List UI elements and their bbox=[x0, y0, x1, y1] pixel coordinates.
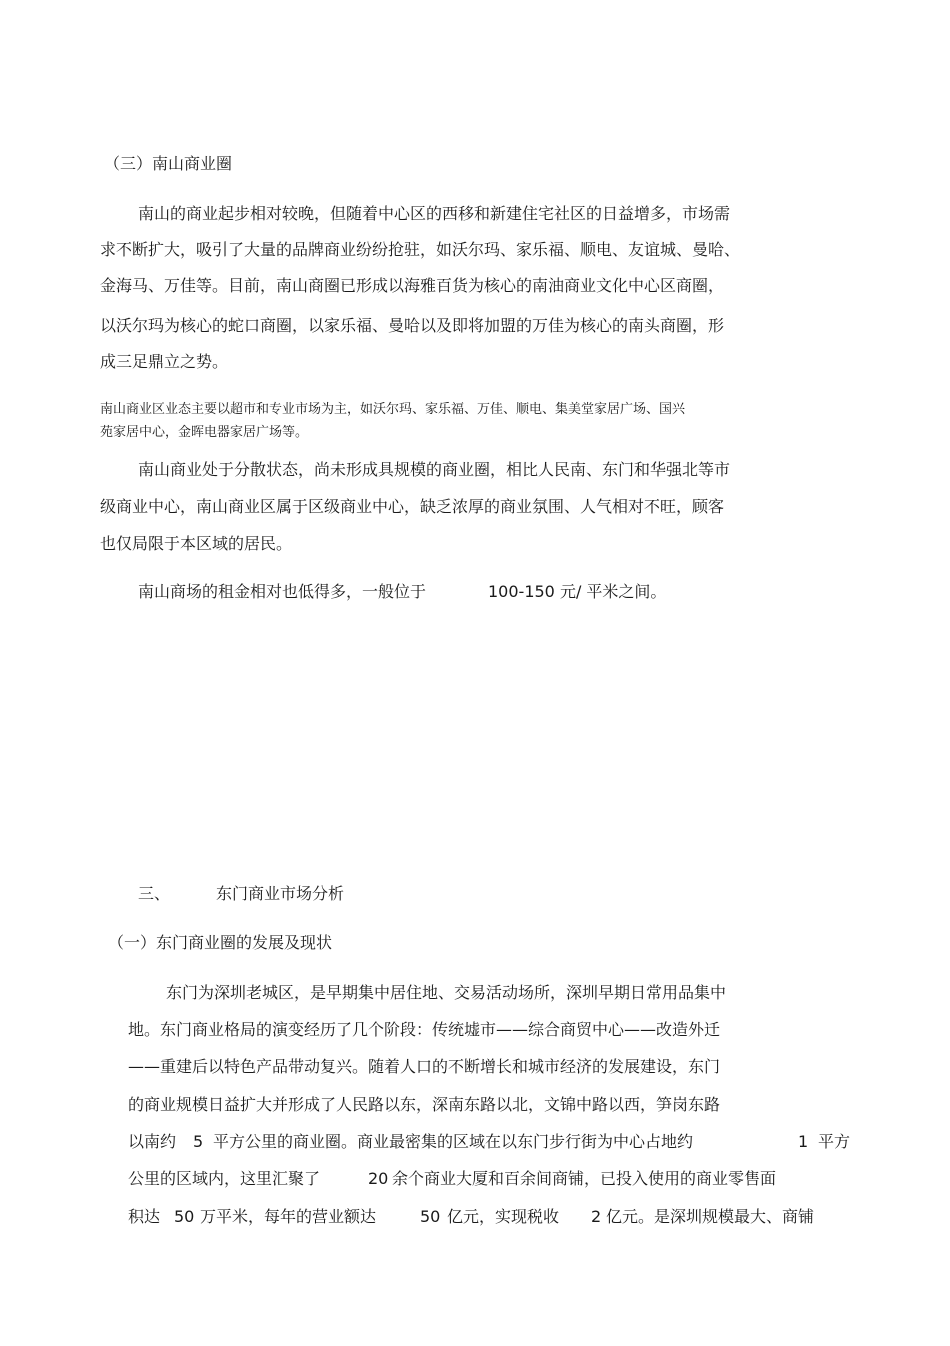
paragraph-line: 南山的商业起步相对较晚，但随着中心区的西移和新建住宅社区的日益增多，市场需 bbox=[138, 204, 731, 223]
paragraph-line: 东门为深圳老城区，是早期集中居住地、交易活动场所，深圳早期日常用品集中 bbox=[166, 983, 727, 1002]
paragraph-line: 成三足鼎立之势。 bbox=[100, 352, 229, 371]
section-title-dongmen: 东门商业市场分析 bbox=[216, 884, 345, 903]
paragraph-line: 南山商业处于分散状态，尚未形成具规模的商业圈，相比人民南、东门和华强北等市 bbox=[138, 460, 731, 479]
note-line: 南山商业区业态主要以超市和专业市场为主，如沃尔玛、家乐福、万佳、顺电、集美堂家居广场、国兴 bbox=[100, 402, 686, 417]
number-value: 50 bbox=[174, 1207, 195, 1226]
note-line: 苑家居中心，金晖电器家居广场等。 bbox=[100, 425, 309, 440]
rent-prefix: 南山商场的租金相对也低得多，一般位于 bbox=[138, 582, 427, 601]
number-value: 2 bbox=[591, 1207, 602, 1226]
paragraph-segment: 平方公里的商业圈。商业最密集的区域在以东门步行街为中心占地约 bbox=[213, 1132, 694, 1151]
paragraph-segment: 余个商业大厦和百余间商铺，已投入使用的商业零售面 bbox=[392, 1169, 777, 1188]
subsection-heading: （一）东门商业圈的发展及现状 bbox=[108, 933, 333, 952]
number-value: 5 bbox=[193, 1132, 204, 1151]
number-value: 50 bbox=[420, 1207, 441, 1226]
paragraph-line: 地。东门商业格局的演变经历了几个阶段：传统墟市——综合商贸中心——改造外迁 bbox=[128, 1020, 721, 1039]
rent-range: 100-150 元/ 平米之间。 bbox=[488, 582, 667, 601]
paragraph-segment: 以南约 bbox=[128, 1132, 177, 1151]
section-number: 三、 bbox=[138, 884, 171, 903]
number-value: 20 bbox=[368, 1169, 389, 1188]
paragraph-segment: 公里的区域内，这里汇聚了 bbox=[128, 1169, 321, 1188]
paragraph-line: 的商业规模日益扩大并形成了人民路以东，深南东路以北，文锦中路以西，笋岗东路 bbox=[128, 1095, 721, 1114]
paragraph-line: 求不断扩大，吸引了大量的品牌商业纷纷抢驻，如沃尔玛、家乐福、顺电、友谊城、曼哈、 bbox=[100, 240, 741, 259]
paragraph-line: 金海马、万佳等。目前，南山商圈已形成以海雅百货为核心的南油商业文化中心区商圈， bbox=[100, 276, 725, 295]
paragraph-line: 也仅局限于本区域的居民。 bbox=[100, 534, 293, 553]
section-heading-nanshan: （三）南山商业圈 bbox=[104, 154, 233, 173]
number-value: 1 bbox=[798, 1132, 809, 1151]
paragraph-segment: 万平米，每年的营业额达 bbox=[200, 1207, 377, 1226]
paragraph-segment: 亿元。是深圳规模最大、商铺 bbox=[606, 1207, 815, 1226]
paragraph-line: 以沃尔玛为核心的蛇口商圈，以家乐福、曼哈以及即将加盟的万佳为核心的南头商圈，形 bbox=[100, 316, 725, 335]
paragraph-segment: 积达 bbox=[128, 1207, 161, 1226]
paragraph-segment: 亿元，实现税收 bbox=[447, 1207, 560, 1226]
paragraph-line: 级商业中心，南山商业区属于区级商业中心，缺乏浓厚的商业氛围、人气相对不旺，顾客 bbox=[100, 497, 725, 516]
paragraph-segment: 平方 bbox=[818, 1132, 851, 1151]
paragraph-line: ——重建后以特色产品带动复兴。随着人口的不断增长和城市经济的发展建设，东门 bbox=[128, 1057, 721, 1076]
